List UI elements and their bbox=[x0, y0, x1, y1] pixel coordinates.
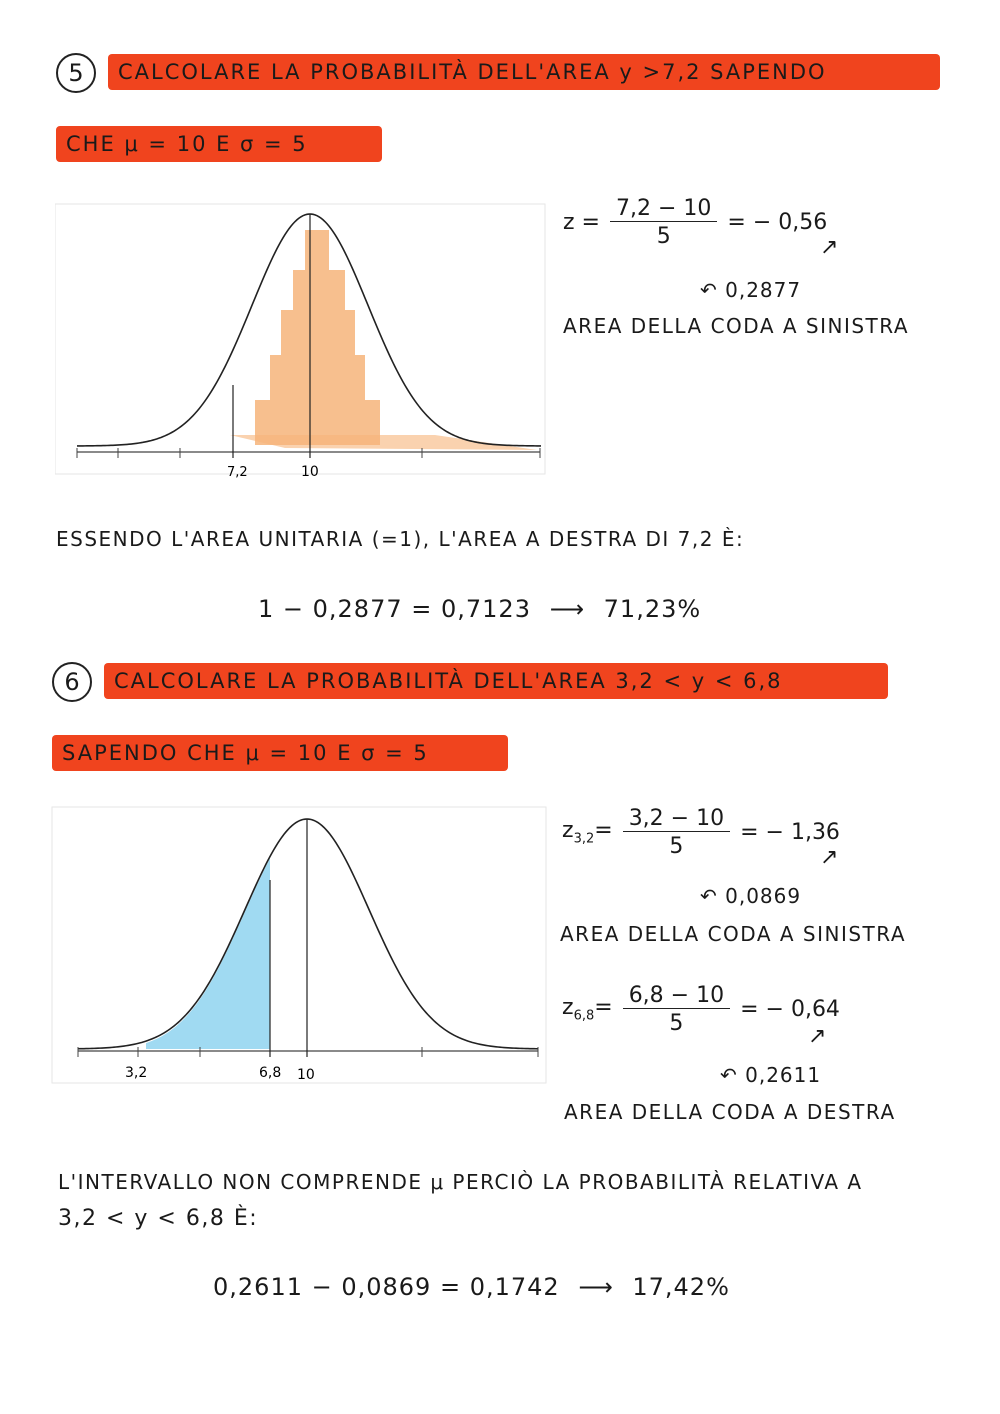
ex5-explanation: ESSENDO L'AREA UNITARIA (=1), L'AREA A DESTRA DI 7,2 È: bbox=[56, 527, 745, 551]
ex5-tail-value: 0,2877 bbox=[725, 278, 802, 302]
ex6-tail1-value-row bbox=[700, 884, 801, 908]
z2-fraction bbox=[623, 983, 730, 1036]
z1-subscript: 3,2 bbox=[573, 831, 595, 847]
ex5-title-line1: CALCOLARE LA PROBABILITÀ DELL'AREA y >7,2 SAPENDO bbox=[108, 54, 940, 90]
ex6-title-line2: SAPENDO CHE μ = 10 E σ = 5 bbox=[52, 735, 508, 771]
z-result: = − 0,56 bbox=[727, 210, 828, 235]
ex6-explanation-line1: L'INTERVALLO NON COMPRENDE μ PERCIÒ LA PROBABILITÀ RELATIVA A bbox=[58, 1170, 863, 1194]
ex6-tail2-value: 0,2611 bbox=[745, 1063, 822, 1087]
exercise-number-6: 6 bbox=[52, 662, 92, 702]
z-fraction bbox=[610, 196, 717, 249]
tick-label-mean: 10 bbox=[301, 464, 319, 480]
ex6-tail2-label: AREA DELLA CODA A DESTRA bbox=[564, 1100, 896, 1124]
ex6-z1-formula bbox=[562, 806, 840, 859]
ex6-normal-curve-chart bbox=[50, 805, 550, 1091]
tick-label-6-8: 6,8 bbox=[259, 1065, 282, 1081]
ex6-tail1-label: AREA DELLA CODA A SINISTRA bbox=[560, 922, 907, 946]
z2-numerator: 6,8 − 10 bbox=[623, 983, 730, 1009]
ex6-result: 17,42% bbox=[632, 1273, 730, 1301]
z-numerator: 7,2 − 10 bbox=[610, 196, 717, 222]
ex6-title-line1: CALCOLARE LA PROBABILITÀ DELL'AREA 3,2 < y < 6,8 bbox=[104, 663, 888, 699]
ex5-final-calculation bbox=[258, 595, 701, 623]
tick-label-3-2: 3,2 bbox=[125, 1065, 148, 1081]
ex5-tail-value-row bbox=[700, 278, 801, 302]
ex6-final-calculation bbox=[213, 1273, 730, 1301]
ex5-normal-curve-chart bbox=[55, 200, 547, 484]
tick-label-7-2: 7,2 bbox=[227, 465, 248, 480]
ex5-calc: 1 − 0,2877 = 0,7123 bbox=[258, 595, 531, 623]
curved-back-arrow-icon: ↶ bbox=[720, 1063, 738, 1087]
z2-symbol: $z_{6,8}=$ bbox=[562, 995, 613, 1024]
ex5-tail-label: AREA DELLA CODA A SINISTRA bbox=[563, 314, 910, 338]
exercise-number-5: 5 bbox=[56, 53, 96, 93]
z-denominator: 5 bbox=[656, 224, 671, 249]
curved-arrow-icon: ↗ bbox=[820, 845, 839, 870]
curved-arrow-icon: ↗ bbox=[808, 1024, 827, 1049]
z-symbol: z = bbox=[563, 210, 600, 235]
long-arrow-icon: ⟶ bbox=[549, 595, 586, 623]
z2-subscript: 6,8 bbox=[573, 1008, 595, 1024]
z2-denominator: 5 bbox=[669, 1011, 684, 1036]
ex6-explanation-line2: 3,2 < y < 6,8 È: bbox=[58, 1206, 259, 1231]
ex5-result: 71,23% bbox=[603, 595, 702, 623]
curved-arrow-icon: ↗ bbox=[820, 235, 839, 260]
ex6-tail2-value-row bbox=[720, 1063, 821, 1087]
ex5-title-line2: CHE μ = 10 E σ = 5 bbox=[56, 126, 382, 162]
ex5-z-formula bbox=[563, 196, 827, 249]
z2-result: = − 0,64 bbox=[740, 997, 840, 1022]
ex6-calc: 0,2611 − 0,0869 = 0,1742 bbox=[213, 1273, 560, 1301]
z1-fraction bbox=[623, 806, 730, 859]
curved-back-arrow-icon: ↶ bbox=[700, 884, 718, 908]
z1-symbol: $z_{3,2}=$ bbox=[562, 818, 613, 847]
tick-label-mean: 10 bbox=[297, 1067, 315, 1083]
z1-numerator: 3,2 − 10 bbox=[623, 806, 730, 832]
long-arrow-icon: ⟶ bbox=[578, 1273, 614, 1301]
curved-back-arrow-icon: ↶ bbox=[700, 278, 718, 302]
ex6-z2-formula bbox=[562, 983, 840, 1036]
ex6-tail1-value: 0,0869 bbox=[725, 884, 802, 908]
z1-denominator: 5 bbox=[669, 834, 684, 859]
z1-result: = − 1,36 bbox=[740, 820, 840, 845]
